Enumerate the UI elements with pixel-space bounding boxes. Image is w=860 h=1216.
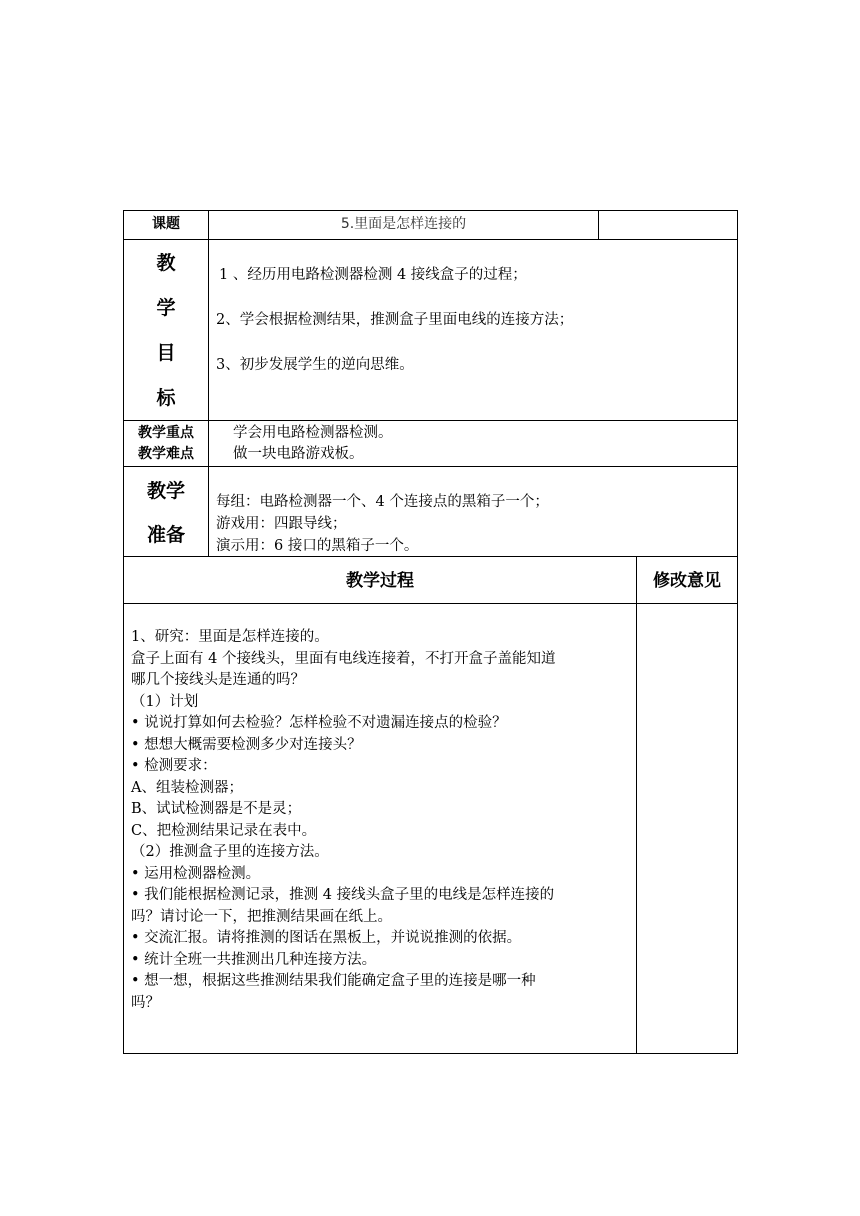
process-line: 吗？请讨论一下，把推测结果画在纸上。 <box>131 908 392 925</box>
process-line: A、组装检测器； <box>131 779 243 796</box>
process-line: B、试试检测器是不是灵； <box>131 801 302 817</box>
process-line: • 运用检测器检测。 <box>131 865 261 882</box>
preparation-label-line-1: 教学 <box>146 480 185 502</box>
process-content <box>131 627 631 1014</box>
preparation-item: 每组：电路检测器一个、4 个连接点的黑箱子一个； <box>216 494 549 510</box>
objectives-label-char-1: 教 <box>156 252 176 274</box>
objectives-label-char-2: 学 <box>156 297 176 319</box>
preparation-item: 演示用：6 接口的黑箱子一个。 <box>216 538 419 554</box>
process-line: • 交流汇报。请将推测的图话在黑板上，并说说推测的依据。 <box>131 930 522 946</box>
process-line: • 统计全班一共推测出几种连接方法。 <box>131 951 377 968</box>
title-label: 课题 <box>152 216 180 232</box>
objective-item: 3、初步发展学生的逆向思维。 <box>216 357 414 373</box>
objective-item: 2、学会根据检测结果，推测盒子里面电线的连接方法； <box>216 312 574 328</box>
process-line: 哪几个接线头是连通的吗？ <box>131 672 305 688</box>
process-line: • 说说打算如何去检验？怎样检验不对遗漏连接点的检验？ <box>131 715 507 731</box>
process-line: • 我们能根据检测记录，推测 4 接线头盒子里的电线是怎样连接的 <box>131 887 555 903</box>
objectives-label-char-3: 目 <box>156 342 176 364</box>
preparation-item: 游戏用：四跟导线； <box>216 516 347 532</box>
objective-item: 1 、经历用电路检测器检测 4 接线盒子的过程； <box>219 267 527 283</box>
process-line: （1）计划 <box>131 693 199 710</box>
difficulty-label: 教学难点 <box>138 446 194 462</box>
process-line: • 想一想，根据这些推测结果我们能确定盒子里的连接是哪一种 <box>131 973 536 989</box>
objectives-label-char-4: 标 <box>156 387 176 409</box>
lesson-title: 5.里面是怎样连接的 <box>340 216 467 232</box>
revision-heading: 修改意见 <box>653 571 721 591</box>
process-line: C、把检测结果记录在表中。 <box>131 822 317 839</box>
difficulty-text: 做一块电路游戏板。 <box>233 446 364 462</box>
focus-label: 教学重点 <box>138 425 194 441</box>
process-line: • 检测要求： <box>131 758 217 774</box>
process-line: 1、研究：里面是怎样连接的。 <box>131 629 329 645</box>
preparation-label-line-2: 准备 <box>146 524 185 546</box>
process-line: • 想想大概需要检测多少对连接头？ <box>131 736 362 753</box>
process-line: （2）推测盒子里的连接方法。 <box>131 844 329 860</box>
focus-text: 学会用电路检测器检测。 <box>233 425 393 441</box>
process-line: 吗？ <box>131 994 160 1011</box>
process-heading: 教学过程 <box>346 571 414 591</box>
process-line: 盒子上面有 4 个接线头，里面有电线连接着，不打开盒子盖能知道 <box>131 650 556 667</box>
